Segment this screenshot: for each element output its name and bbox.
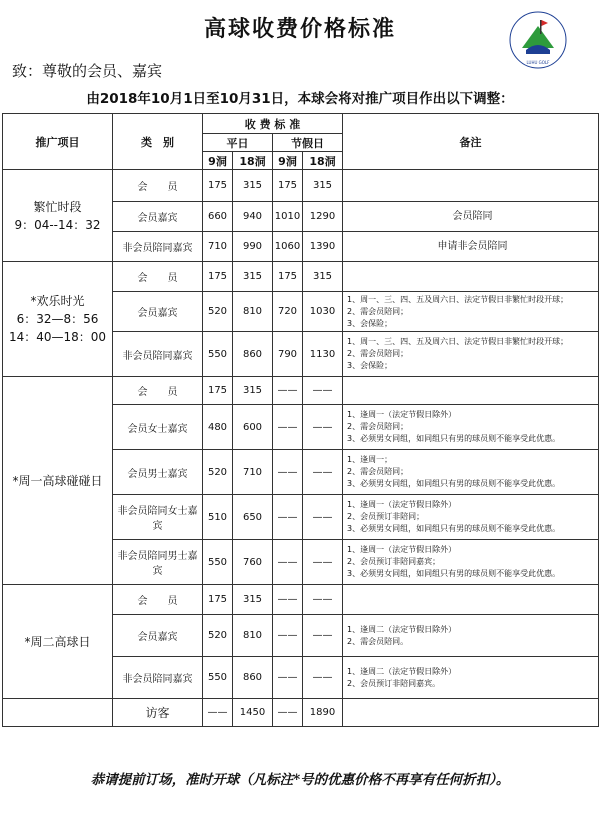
price-cell-empty: —— <box>303 495 343 540</box>
note-cell <box>343 170 599 202</box>
price-cell-empty: —— <box>303 657 343 699</box>
price-cell: 760 <box>233 540 273 585</box>
price-cell-empty: —— <box>273 450 303 495</box>
price-cell: 550 <box>203 657 233 699</box>
note-cell <box>343 405 599 450</box>
price-cell: 520 <box>203 615 233 657</box>
category-cell: 非会员陪同嘉宾 <box>113 332 203 377</box>
table-row <box>3 262 599 292</box>
note-cell <box>343 540 599 585</box>
note-line: 2、会员预订非陪同嘉宾； <box>347 557 441 566</box>
category-cell: 会员嘉宾 <box>113 292 203 332</box>
price-cell: 790 <box>273 332 303 377</box>
price-cell: 175 <box>203 262 233 292</box>
table-row <box>3 170 599 202</box>
period-name: *周二高球日 <box>24 634 91 649</box>
note-cell <box>343 377 599 405</box>
price-cell: 1390 <box>303 232 343 262</box>
period-cell <box>3 262 113 377</box>
category-cell: 非会员陪同女士嘉宾 <box>113 495 203 540</box>
category-cell: 访客 <box>113 699 203 727</box>
price-cell: 1010 <box>273 202 303 232</box>
note-line: 1、周一、三、四、五及周六日、法定节假日非繁忙时段开球； <box>347 337 569 346</box>
price-cell: 510 <box>203 495 233 540</box>
price-cell: 175 <box>203 170 233 202</box>
note-line: 2、会员预订非陪同； <box>347 512 425 521</box>
intro-text: 由2018年10月1日至10月31日，本球会将对推广项目作出以下调整： <box>86 91 514 107</box>
price-cell: 1450 <box>233 699 273 727</box>
header-holiday-9: 9洞 <box>273 152 303 170</box>
price-cell: 1890 <box>303 699 343 727</box>
category-cell: 非会员陪同嘉宾 <box>113 232 203 262</box>
price-cell: 315 <box>233 377 273 405</box>
price-cell: 550 <box>203 332 233 377</box>
category-cell: 会员嘉宾 <box>113 615 203 657</box>
price-cell: 175 <box>273 262 303 292</box>
price-cell: 480 <box>203 405 233 450</box>
header-project: 推广项目 <box>3 114 113 170</box>
note-line: 3、必须男女同组，如同组只有男的球员则不能享受此优惠。 <box>347 434 561 443</box>
price-cell: 315 <box>233 262 273 292</box>
price-cell: 520 <box>203 450 233 495</box>
price-cell-empty: —— <box>303 405 343 450</box>
price-cell: 1290 <box>303 202 343 232</box>
note-line: 1、逢周二（法定节假日除外） <box>347 666 457 676</box>
note-cell <box>343 615 599 657</box>
visitor-project-cell <box>3 699 113 727</box>
price-cell: —— <box>203 699 233 727</box>
note-line: 2、需会员陪同。 <box>347 636 409 646</box>
club-logo <box>508 10 568 70</box>
price-cell-empty: —— <box>303 450 343 495</box>
header-weekday: 平日 <box>203 134 273 152</box>
category-cell: 会员男士嘉宾 <box>113 450 203 495</box>
price-cell-empty: —— <box>273 540 303 585</box>
note-cell: 申请非会员陪同 <box>343 232 599 262</box>
period-cell <box>3 377 113 585</box>
note-line: 1、逢周一（法定节假日除外） <box>347 545 457 554</box>
price-cell: 1060 <box>273 232 303 262</box>
category-cell: 非会员陪同嘉宾 <box>113 657 203 699</box>
price-cell: 990 <box>233 232 273 262</box>
note-line: 2、会员预订非陪同嘉宾。 <box>347 678 441 688</box>
price-cell: 860 <box>233 332 273 377</box>
price-cell: 660 <box>203 202 233 232</box>
price-cell: 710 <box>233 450 273 495</box>
note-cell <box>343 292 599 332</box>
note-line: 1、周一、三、四、五及周六日、法定节假日非繁忙时段开球； <box>347 294 569 304</box>
note-line: 2、需会员陪同； <box>347 422 409 431</box>
price-cell: 315 <box>303 170 343 202</box>
category-cell: 会员女士嘉宾 <box>113 405 203 450</box>
note-line: 3、会保险； <box>347 318 393 328</box>
period-time: 6：32—8：56 <box>16 312 99 326</box>
note-line: 3、会保险； <box>347 361 393 370</box>
price-cell-empty: —— <box>303 585 343 615</box>
price-cell: 650 <box>233 495 273 540</box>
price-cell: —— <box>273 699 303 727</box>
period-name: 繁忙时段 <box>33 199 82 214</box>
price-cell: 860 <box>233 657 273 699</box>
price-cell: 315 <box>233 170 273 202</box>
note-line: 3、必须男女同组，如同组只有男的球员则不能享受此优惠。 <box>347 569 561 578</box>
price-cell: 550 <box>203 540 233 585</box>
price-cell-empty: —— <box>273 405 303 450</box>
price-cell: 175 <box>273 170 303 202</box>
period-time: 14：40—18：00 <box>8 330 107 344</box>
price-cell: 175 <box>203 585 233 615</box>
price-cell: 710 <box>203 232 233 262</box>
header-fee: 收 费 标 准 <box>203 114 343 134</box>
note-cell <box>343 450 599 495</box>
note-cell <box>343 332 599 377</box>
category-cell: 会 员 <box>113 585 203 615</box>
category-cell: 会 员 <box>113 262 203 292</box>
header-category: 类 别 <box>113 114 203 170</box>
greeting: 致：尊敬的会员、嘉宾 <box>12 62 163 80</box>
price-cell: 315 <box>303 262 343 292</box>
table-row <box>3 377 599 405</box>
note-cell <box>343 585 599 615</box>
category-cell: 会 员 <box>113 170 203 202</box>
note-line: 1、逢周一； <box>347 455 393 464</box>
header-remarks: 备注 <box>343 114 599 170</box>
price-cell: 940 <box>233 202 273 232</box>
note-cell <box>343 657 599 699</box>
price-cell-empty: —— <box>273 495 303 540</box>
note-line: 3、必须男女同组，如同组只有男的球员则不能享受此优惠。 <box>347 524 561 533</box>
table-row <box>3 699 599 727</box>
price-cell-empty: —— <box>273 377 303 405</box>
period-name: *周一高球碰碰日 <box>12 473 103 488</box>
fee-table <box>2 113 599 727</box>
price-cell: 1130 <box>303 332 343 377</box>
header-weekday-18: 18洞 <box>233 152 273 170</box>
price-cell-empty: —— <box>303 377 343 405</box>
price-cell: 810 <box>233 615 273 657</box>
note-line: 1、逢周二（法定节假日除外） <box>347 624 457 634</box>
note-line: 2、需会员陪同； <box>347 349 409 358</box>
note-line: 1、逢周一（法定节假日除外） <box>347 410 457 419</box>
note-cell <box>343 699 599 727</box>
period-name: *欢乐时光 <box>30 294 85 308</box>
price-cell-empty: —— <box>273 657 303 699</box>
category-cell: 会员嘉宾 <box>113 202 203 232</box>
price-cell-empty: —— <box>303 615 343 657</box>
footer-note: 恭请提前订场，准时开球（凡标注*号的优惠价格不再享有任何折扣）。 <box>90 772 510 788</box>
svg-text:LUHU GOLF: LUHU GOLF <box>526 60 550 65</box>
category-cell: 非会员陪同男士嘉宾 <box>113 540 203 585</box>
period-cell <box>3 170 113 262</box>
price-cell-empty: —— <box>303 540 343 585</box>
period-cell <box>3 585 113 699</box>
price-cell: 175 <box>203 377 233 405</box>
note-line: 3、必须男女同组，如同组只有男的球员则不能享受此优惠。 <box>347 479 561 488</box>
price-cell: 520 <box>203 292 233 332</box>
note-cell: 会员陪同 <box>343 202 599 232</box>
header-weekday-9: 9洞 <box>203 152 233 170</box>
note-cell <box>343 495 599 540</box>
header-holiday: 节假日 <box>273 134 343 152</box>
price-cell-empty: —— <box>273 585 303 615</box>
category-cell: 会 员 <box>113 377 203 405</box>
page-title: 高球收费价格标准 <box>203 16 396 42</box>
period-time: 9：04--14：32 <box>14 217 101 232</box>
note-cell <box>343 262 599 292</box>
price-cell: 600 <box>233 405 273 450</box>
note-line: 1、逢周一（法定节假日除外） <box>347 500 457 509</box>
price-cell: 315 <box>233 585 273 615</box>
note-line: 2、需会员陪同； <box>347 467 409 476</box>
table-row <box>3 585 599 615</box>
price-cell-empty: —— <box>273 615 303 657</box>
price-cell: 1030 <box>303 292 343 332</box>
price-cell: 810 <box>233 292 273 332</box>
price-cell: 720 <box>273 292 303 332</box>
note-line: 2、需会员陪同； <box>347 306 409 316</box>
header-holiday-18: 18洞 <box>303 152 343 170</box>
